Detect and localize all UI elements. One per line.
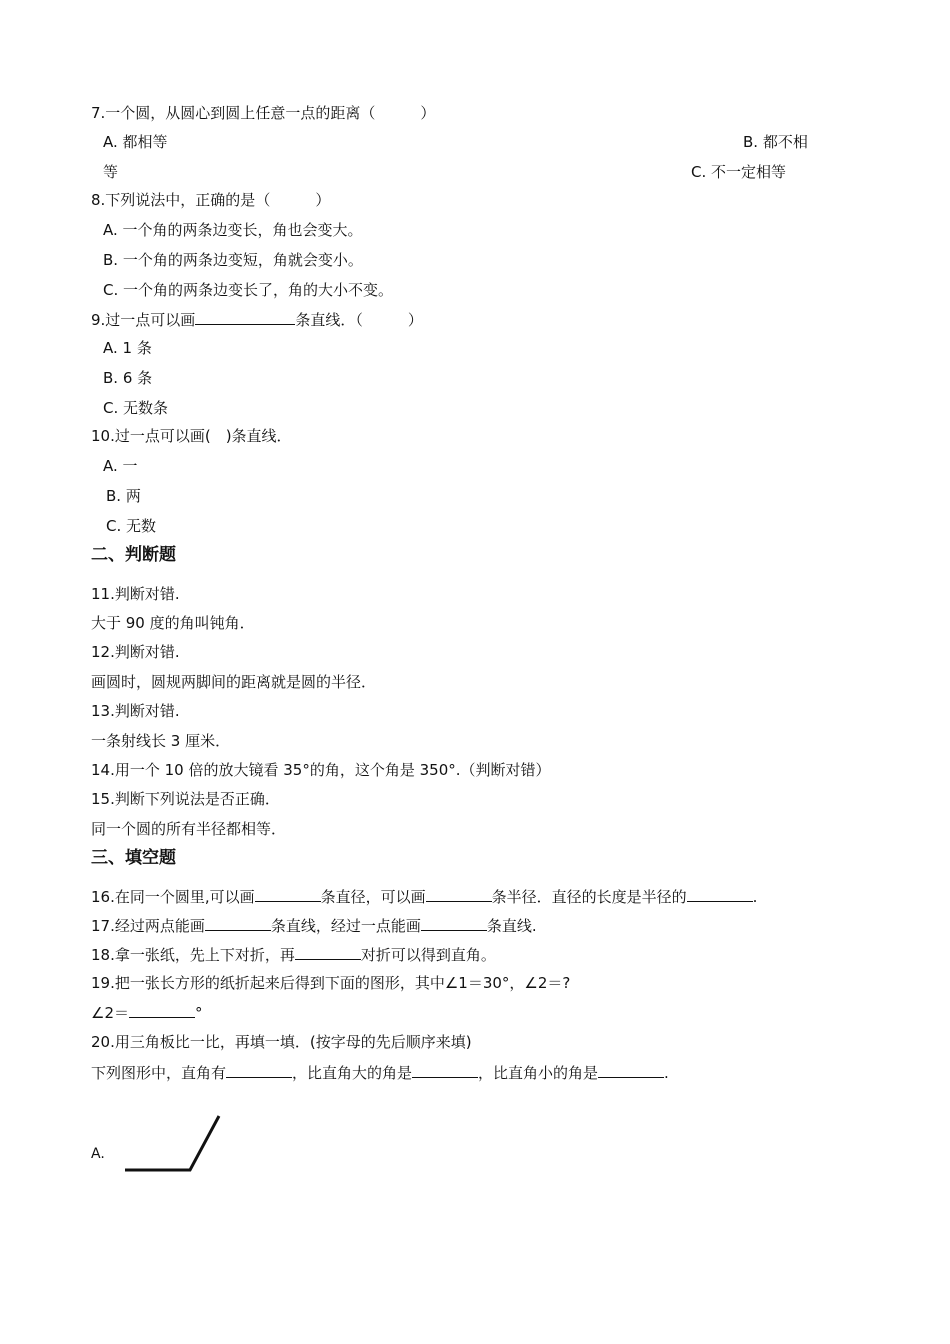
q20-question	[91, 1062, 669, 1083]
q19-stem: 19.把一张长方形的纸折起来后得到下面的图形，其中∠1＝30°，∠2＝?	[91, 974, 571, 992]
q20-blank-2[interactable]	[412, 1062, 478, 1078]
q9-blank[interactable]	[195, 309, 295, 325]
q20-part2: ，比直角大的角是	[292, 1064, 413, 1082]
q20-part4: .	[664, 1064, 669, 1082]
q20-blank-1[interactable]	[226, 1062, 292, 1078]
q10-option-a[interactable]: A. 一	[103, 457, 138, 475]
q16-part4: .	[752, 888, 758, 906]
q7-option-b[interactable]: B. 都不相	[743, 133, 808, 151]
q15-body: 同一个圆的所有半径都相等．	[91, 820, 287, 838]
q10-stem: 10.过一点可以画( )条直线．	[91, 427, 292, 445]
q20-stem: 20.用三角板比一比，再填一填．(按字母的先后顺序来填)	[91, 1033, 472, 1051]
q13-stem: 13.判断对错.	[91, 702, 180, 720]
q11-body: 大于 90 度的角叫钝角．	[91, 614, 255, 632]
q8-option-c[interactable]: C. 一个角的两条边变长了，角的大小不变。	[103, 281, 394, 299]
q19-answer-prefix: ∠2＝	[91, 1004, 129, 1022]
q18-part2: 对折可以得到直角。	[360, 946, 496, 964]
q17-blank-2[interactable]	[421, 915, 487, 931]
q20-part3: ，比直角小的角是	[478, 1064, 599, 1082]
q19-answer-suffix: °	[195, 1004, 203, 1022]
q10-option-c[interactable]: C. 无数	[106, 517, 157, 535]
q17-blank-1[interactable]	[205, 915, 271, 931]
q8-option-b[interactable]: B. 一个角的两条边变短，角就会变小。	[103, 251, 363, 269]
section-fill-heading: 三、填空题	[91, 848, 176, 868]
q16-blank-3[interactable]	[687, 886, 753, 902]
q17-part2: 条直线，经过一点能画	[270, 917, 421, 935]
q20-blank-3[interactable]	[598, 1062, 664, 1078]
q16-part1: 16.在同一个圆里,可以画	[91, 888, 255, 906]
q12-stem: 12.判断对错.	[91, 643, 180, 661]
q16-blank-2[interactable]	[426, 886, 492, 902]
q7-option-c[interactable]: C. 不一定相等	[691, 163, 787, 181]
q18-blank[interactable]	[295, 944, 361, 960]
q9-option-c[interactable]: C. 无数条	[103, 399, 169, 417]
q8-stem: 8.下列说法中，正确的是（ ）	[91, 191, 331, 209]
q13-body: 一条射线长 3 厘米．	[91, 732, 231, 750]
q17-part3: 条直线.	[486, 917, 537, 935]
q16-part3: 条半径．直径的长度是半径的	[491, 888, 687, 906]
figure-a-angle	[115, 1110, 235, 1180]
figure-a-label: A.	[91, 1146, 105, 1162]
q16-blank-1[interactable]	[255, 886, 321, 902]
q9-option-b[interactable]: B. 6 条	[103, 369, 153, 387]
q9-stem	[91, 309, 423, 330]
q19-blank[interactable]	[129, 1002, 195, 1018]
q7-option-a[interactable]: A. 都相等	[103, 133, 168, 151]
q19-answer	[91, 1002, 203, 1023]
q8-option-a[interactable]: A. 一个角的两条边变长，角也会变大。	[103, 221, 363, 239]
q18-part1: 18.拿一张纸，先上下对折，再	[91, 946, 295, 964]
q20-part1: 下列图形中，直角有	[91, 1064, 227, 1082]
section-judge-heading: 二、判断题	[91, 545, 176, 565]
q16-part2: 条直径，可以画	[320, 888, 426, 906]
figure-a-angle-lines	[125, 1116, 219, 1170]
q14-stem: 14.用一个 10 倍的放大镜看 35°的角，这个角是 350°.（判断对错）	[91, 761, 551, 779]
q17-stem	[91, 915, 537, 936]
q7-stem: 7.一个圆，从圆心到圆上任意一点的距离（ ）	[91, 104, 436, 122]
q15-stem: 15.判断下列说法是否正确．	[91, 790, 280, 808]
q11-stem: 11.判断对错.	[91, 585, 180, 603]
q9-stem-after: 条直线．（ ）	[295, 311, 423, 329]
q10-option-b[interactable]: B. 两	[106, 487, 141, 505]
q9-stem-before: 9.过一点可以画	[91, 311, 196, 329]
q16-stem	[91, 886, 757, 907]
q17-part1: 17.经过两点能画	[91, 917, 205, 935]
q18-stem	[91, 944, 496, 965]
q7-option-b-continued: 等	[103, 163, 119, 181]
q9-option-a[interactable]: A. 1 条	[103, 339, 152, 357]
q12-body: 画圆时，圆规两脚间的距离就是圆的半径．	[91, 673, 377, 691]
